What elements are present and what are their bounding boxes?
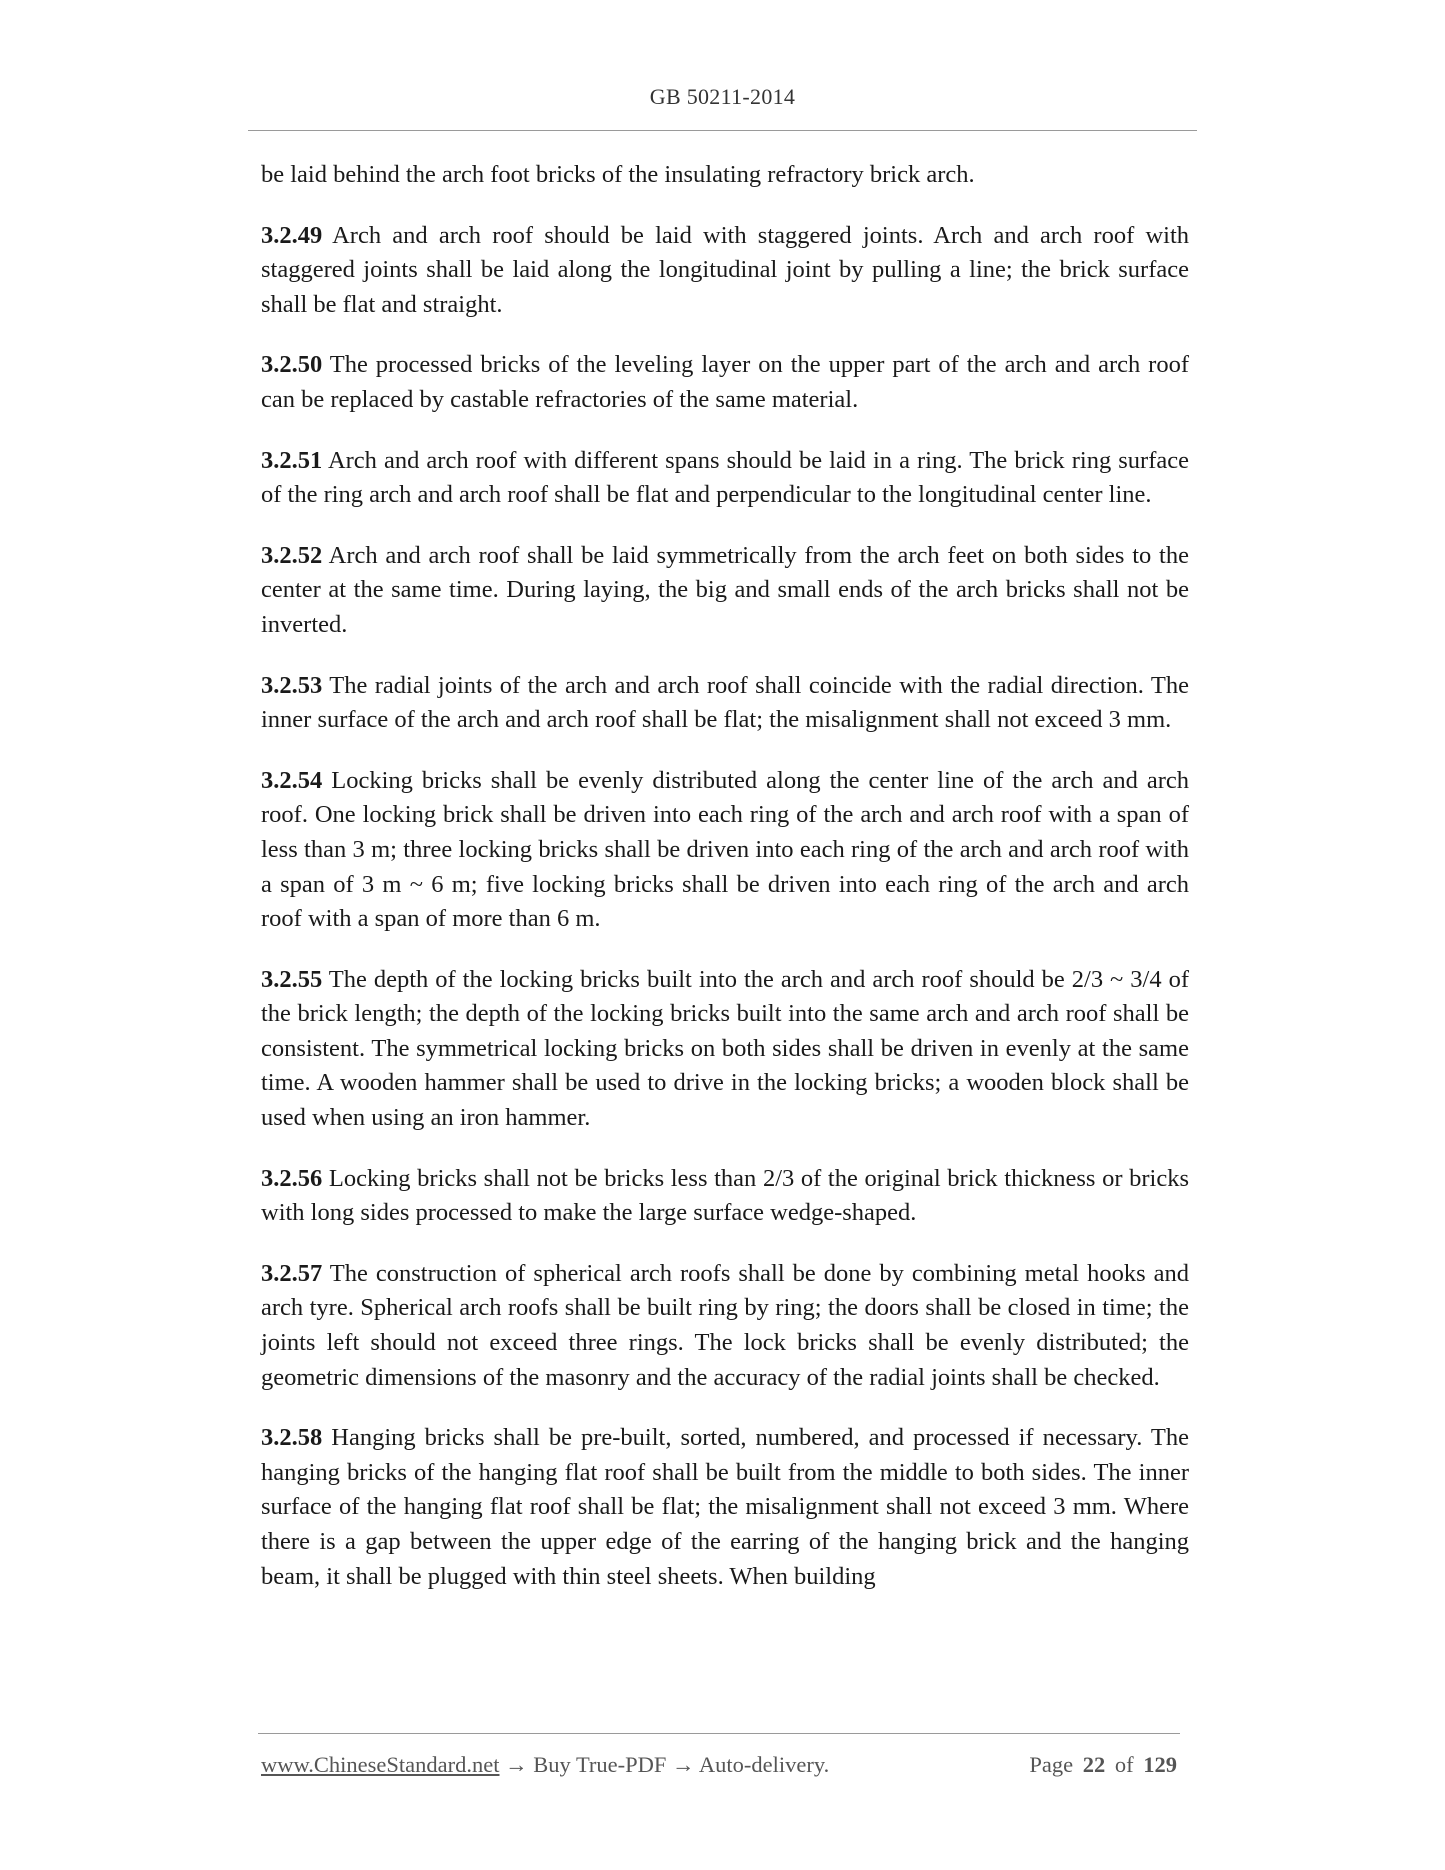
clause-number: 3.2.58 [261, 1424, 323, 1452]
clause-number: 3.2.56 [261, 1164, 323, 1192]
of-word: of [1114, 1752, 1134, 1777]
clause-number: 3.2.54 [261, 766, 323, 794]
clause-text: The construction of spherical arch roofs shall be done by combining metal hooks and arch tyre. Spherical arch roofs shall be built ring by ring; the doors shall be closed in time; the joints left should not exceed three rings. The lock bricks shall be evenly distributed; the geometric dimensions of the masonry and the accuracy of the radial joints shall be checked. [261, 1259, 1189, 1391]
page-word: Page [1029, 1752, 1074, 1777]
clause-number: 3.2.51 [261, 446, 323, 474]
clause-text: The processed bricks of the leveling layer on the upper part of the arch and arch roof can be replaced by castable refractories of the same material. [261, 351, 1189, 413]
clause-number: 3.2.57 [261, 1259, 323, 1287]
clause-text: Locking bricks shall be evenly distributed along the center line of the arch and arch roof. One locking brick shall be driven into each ring of the arch and arch roof with a span of less than 3 m; three locking bricks shall be driven into each ring of the arch and arch roof with a span of 3 m ~ 6 m; five locking bricks shall be driven into each ring of the arch and arch roof with a span of more than 6 m. [261, 766, 1189, 933]
clause-3-2-49 [261, 219, 1189, 323]
clause-3-2-52 [261, 539, 1189, 643]
clause-text: The radial joints of the arch and arch roof shall coincide with the radial direction. The inner surface of the arch and arch roof shall be flat; the misalignment shall not exceed 3 mm. [261, 671, 1189, 734]
clause-3-2-57 [261, 1257, 1189, 1395]
footer-tagline: → Buy True-PDF → Auto-delivery. [499, 1752, 830, 1777]
clause-3-2-51 [261, 444, 1189, 513]
document-body [261, 158, 1189, 1620]
header-divider [248, 130, 1197, 131]
clause-number: 3.2.52 [261, 541, 323, 569]
clause-3-2-54 [261, 764, 1189, 937]
clause-3-2-50 [261, 348, 1189, 417]
page-header-doc-code: GB 50211-2014 [649, 84, 796, 109]
clause-3-2-55 [261, 963, 1189, 1136]
clause-number: 3.2.53 [261, 671, 323, 699]
clause-number: 3.2.50 [261, 351, 323, 379]
intro-paragraph: be laid behind the arch foot bricks of the insulating refractory brick arch. [261, 161, 975, 188]
clause-text: Hanging bricks shall be pre-built, sorted, numbered, and processed if necessary. The hanging bricks of the hanging flat roof shall be built from the middle to both sides. The inner surface of the hanging flat roof shall be flat; the misalignment shall not exceed 3 mm. Where there is a gap between the upper edge of the earring of the hanging brick and the hanging beam, it shall be plugged with thin steel sheets. When building [261, 1424, 1189, 1590]
total-pages-number: 129 [1143, 1752, 1177, 1777]
clause-text: Locking bricks shall not be bricks less than 2/3 of the original brick thickness or bricks with long sides processed to make the large surface wedge-shaped. [261, 1164, 1189, 1227]
clause-3-2-56 [261, 1162, 1189, 1231]
clause-text: Arch and arch roof shall be laid symmetrically from the arch feet on both sides to the center at the same time. During laying, the big and small ends of the arch bricks shall not be inverted. [261, 541, 1189, 638]
footer-promo [261, 1752, 829, 1778]
site-link[interactable]: www.ChineseStandard.net [261, 1752, 500, 1777]
clause-text: Arch and arch roof should be laid with staggered joints. Arch and arch roof with staggered joints shall be laid along the longitudinal joint by pulling a line; the brick surface shall be flat and straight. [261, 221, 1189, 318]
clause-3-2-53 [261, 669, 1189, 738]
clause-number: 3.2.55 [261, 965, 323, 993]
page-counter [1029, 1752, 1181, 1778]
clause-text: The depth of the locking bricks built into the arch and arch roof should be 2/3 ~ 3/4 of the brick length; the depth of the locking bricks built into the same arch and arch roof shall be consistent. The symmetrical locking bricks on both sides shall be driven in evenly at the same time. A wooden hammer shall be used to drive in the locking bricks; a wooden block shall be used when using an iron hammer. [261, 965, 1189, 1132]
clause-text: Arch and arch roof with different spans should be laid in a ring. The brick ring surface of the ring arch and arch roof shall be flat and perpendicular to the longitudinal center line. [261, 446, 1189, 509]
clause-number: 3.2.49 [261, 221, 323, 249]
footer-divider [258, 1733, 1180, 1734]
clause-3-2-58 [261, 1421, 1189, 1594]
current-page-number: 22 [1082, 1752, 1106, 1777]
